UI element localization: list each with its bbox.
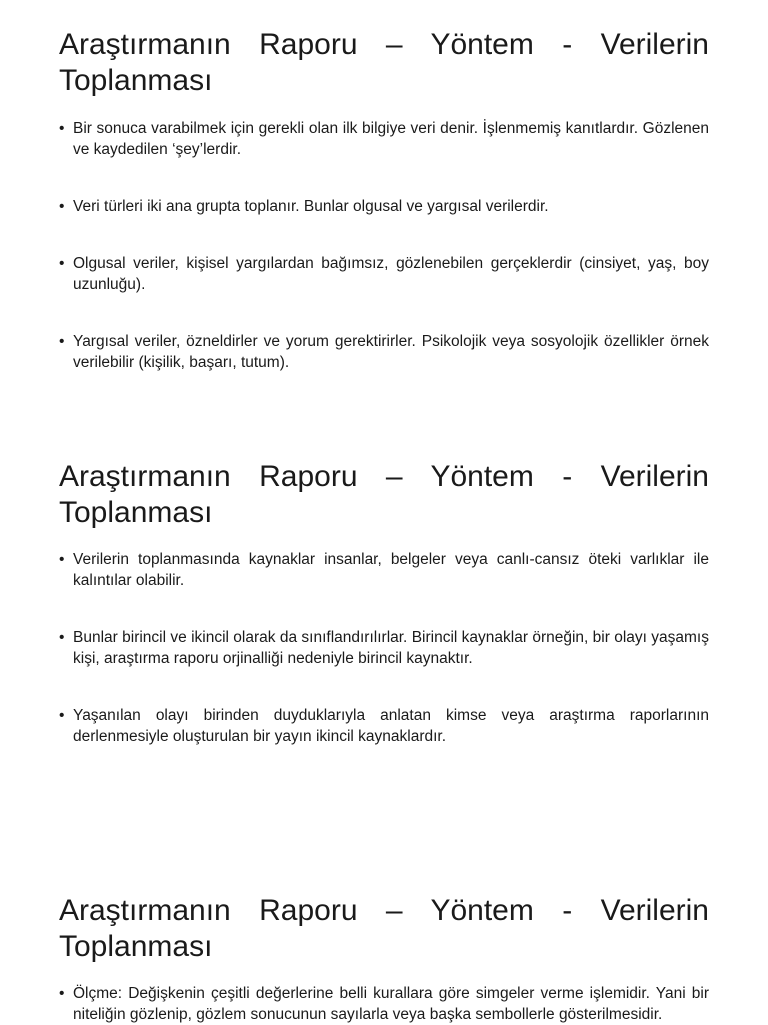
bullet-icon: • xyxy=(59,333,65,350)
bullet-text: Olgusal veriler, kişisel yargılardan bağımsız, gözlenebilen gerçeklerdir (cinsiyet, yaş, boy uzunluğu). xyxy=(73,255,709,293)
bullet-list xyxy=(59,118,709,373)
bullet-icon: • xyxy=(59,120,65,137)
list-item xyxy=(59,627,709,669)
slide-3 xyxy=(59,893,709,1025)
bullet-icon: • xyxy=(59,198,65,215)
slide-1 xyxy=(59,27,709,373)
list-item xyxy=(59,705,709,747)
list-item xyxy=(59,196,709,217)
bullet-text: Bir sonuca varabilmek için gerekli olan ilk bilgiye veri denir. İşlenmemiş kanıtlardır. Gözlenen ve kaydedilen ‘şey’lerdir. xyxy=(73,120,709,158)
bullet-text: Yargısal veriler, özneldirler ve yorum gerektirirler. Psikolojik veya sosyolojik özellikler örnek verilebilir (kişilik, başarı, tutum). xyxy=(73,333,709,371)
bullet-icon: • xyxy=(59,551,65,568)
bullet-text: Yaşanılan olayı birinden duyduklarıyla anlatan kimse veya araştırma raporlarının derlenmesiyle oluşturulan bir yayın ikincil kaynaklardır. xyxy=(73,707,709,745)
list-item xyxy=(59,549,709,591)
bullet-text: Ölçme: Değişkenin çeşitli değerlerine belli kurallara göre simgeler verme işlemidir. Yani bir niteliğin gözlenip, gözlem sonucunun sayılarla veya başka sembollerle gösterilmesidir. xyxy=(73,985,709,1023)
bullet-icon: • xyxy=(59,255,65,272)
bullet-icon: • xyxy=(59,707,65,724)
bullet-icon: • xyxy=(59,985,65,1002)
bullet-text: Bunlar birincil ve ikincil olarak da sınıflandırılırlar. Birincil kaynaklar örneğin, bir olayı yaşamış kişi, araştırma raporu orjinalliği nedeniyle birincil kaynaktır. xyxy=(73,629,709,667)
bullet-text: Verilerin toplanmasında kaynaklar insanlar, belgeler veya canlı-cansız öteki varlıklar ile kalıntılar olabilir. xyxy=(73,551,709,589)
bullet-text: Veri türleri iki ana grupta toplanır. Bunlar olgusal ve yargısal verilerdir. xyxy=(73,198,549,215)
list-item xyxy=(59,983,709,1025)
list-item xyxy=(59,253,709,295)
slide-title: Araştırmanın Raporu – Yöntem - Verilerin Toplanması xyxy=(59,460,709,529)
slide-2 xyxy=(59,459,709,747)
bullet-list xyxy=(59,549,709,747)
list-item xyxy=(59,118,709,160)
bullet-icon: • xyxy=(59,629,65,646)
slide-title: Araştırmanın Raporu – Yöntem - Verilerin Toplanması xyxy=(59,28,709,97)
slide-title: Araştırmanın Raporu – Yöntem - Verilerin Toplanması xyxy=(59,894,709,963)
list-item xyxy=(59,331,709,373)
bullet-list xyxy=(59,983,709,1025)
